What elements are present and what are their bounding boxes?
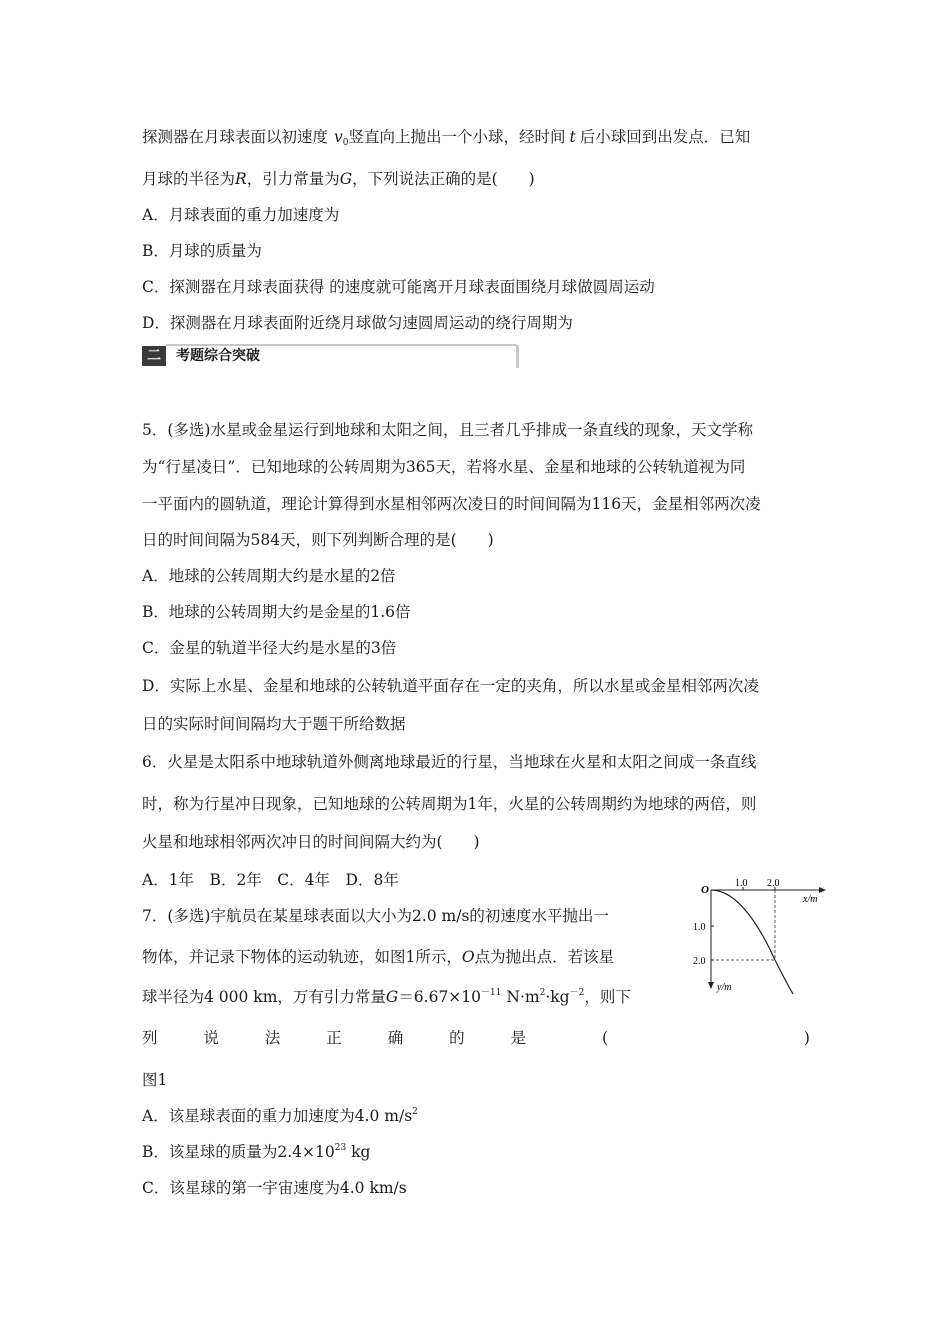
O-symbol: O — [461, 948, 475, 966]
q5-option-d-line-1: D．实际上水星、金星和地球的公转轨道平面存在一定的夹角，所以水星或金星相邻两次凌 — [142, 677, 759, 695]
x-axis-label: x/m — [803, 894, 818, 905]
y-axis-arrow — [708, 982, 714, 989]
q7-stem-line-2: 物体，并记录下物体的运动轨迹，如图1所示，O点为抛出点．若该星 — [142, 948, 615, 966]
q4-stem-line-2: 月球的半径为R，引力常量为G，下列说法正确的是( ) — [142, 170, 535, 188]
q7-stem-line-3: 球半径为4 000 km，万有引力常量$G=6.67\times 10^{-11}$ $N\cdot m^2\cdot kg^{-2}$，则下 — [142, 988, 631, 1006]
trajectory-figure — [693, 876, 830, 1000]
section-header — [142, 344, 518, 368]
q6-stem-line-3: 火星和地球相邻两次冲日的时间间隔大约为( ) — [142, 833, 480, 851]
q4-option-a: A．月球表面的重力加速度为 — [142, 206, 340, 224]
G-symbol: G — [385, 988, 399, 1006]
figure-caption: 图1 — [142, 1071, 168, 1089]
q6-stem-line-2: 时，称为行星冲日现象，已知地球的公转周期为1年，火星的公转周期约为地球的两倍，则 — [142, 795, 757, 813]
q5-option-b: B．地球的公转周期大约是金星的1.6倍 — [142, 603, 411, 621]
q5-stem-line-3: 一平面内的圆轨道，理论计算得到水星相邻两次凌日的时间间隔为116天，金星相邻两次凌 — [142, 495, 761, 513]
q6-options: A．1年 B．2年 C．4年 D．8年 — [142, 871, 399, 889]
t-symbol: t — [569, 128, 576, 146]
y-axis-label: y/m — [717, 982, 732, 993]
q7-option-a: A．该星球表面的重力加速度为4.0 $m/s^2$ — [142, 1107, 418, 1125]
origin-label: O — [701, 884, 709, 896]
section-number: 二 — [142, 346, 166, 366]
q5-stem-line-2: 为“行星凌日”．已知地球的公转周期为365天，若将水星、金星和地球的公转轨道视为同 — [142, 458, 746, 476]
q5-option-d-line-2: 日的实际时间间隔均大于题干所给数据 — [142, 715, 406, 733]
x-tick-label-1: 1.0 — [735, 878, 748, 889]
q4-option-b: B．月球的质量为 — [142, 242, 262, 260]
q4-option-d: D．探测器在月球表面附近绕月球做匀速圆周运动的绕行周期为 — [142, 314, 573, 332]
x-tick-label-2: 2.0 — [767, 878, 780, 889]
q7-stem-line-1: 7．(多选)宇航员在某星球表面以大小为2.0 m/s的初速度水平抛出一 — [142, 907, 609, 925]
x-axis-arrow — [819, 887, 826, 893]
q6-stem-line-1: 6．火星是太阳系中地球轨道外侧离地球最近的行星，当地球在火星和太阳之间成一条直线 — [142, 753, 757, 771]
G-symbol: G — [339, 170, 353, 188]
q5-option-c: C．金星的轨道半径大约是水星的3倍 — [142, 639, 397, 657]
y-tick-label-2: 2.0 — [693, 956, 706, 967]
q5-stem-line-1: 5．(多选)水星或金星运行到地球和太阳之间，且三者几乎排成一条直线的现象，天文学称 — [142, 421, 753, 439]
q7-option-b: B．该星球的质量为$2.4\times 10^{23}$ kg — [142, 1143, 371, 1161]
q4-option-c: C．探测器在月球表面获得 的速度就可能离开月球表面围绕月球做圆周运动 — [142, 278, 655, 296]
q7-option-c: C．该星球的第一宇宙速度为4.0 km/s — [142, 1179, 407, 1197]
y-tick-label-1: 1.0 — [693, 922, 706, 933]
q7-stem-line-4: 列 说 法 正 确 的 是 ( ) — [142, 1029, 810, 1047]
R-symbol: R — [235, 170, 247, 188]
q5-option-a: A．地球的公转周期大约是水星的2倍 — [142, 567, 396, 585]
q4-stem-line-1: 探测器在月球表面以初速度 $v_0$竖直向上抛出一个小球，经时间 t 后小球回到出发点．已知 — [142, 128, 751, 148]
section-title: 考题综合突破 — [176, 348, 260, 364]
trajectory-curve — [711, 890, 793, 994]
v0-symbol: v — [334, 128, 343, 146]
q5-stem-line-4: 日的时间间隔为584天，则下列判断合理的是( ) — [142, 531, 494, 549]
